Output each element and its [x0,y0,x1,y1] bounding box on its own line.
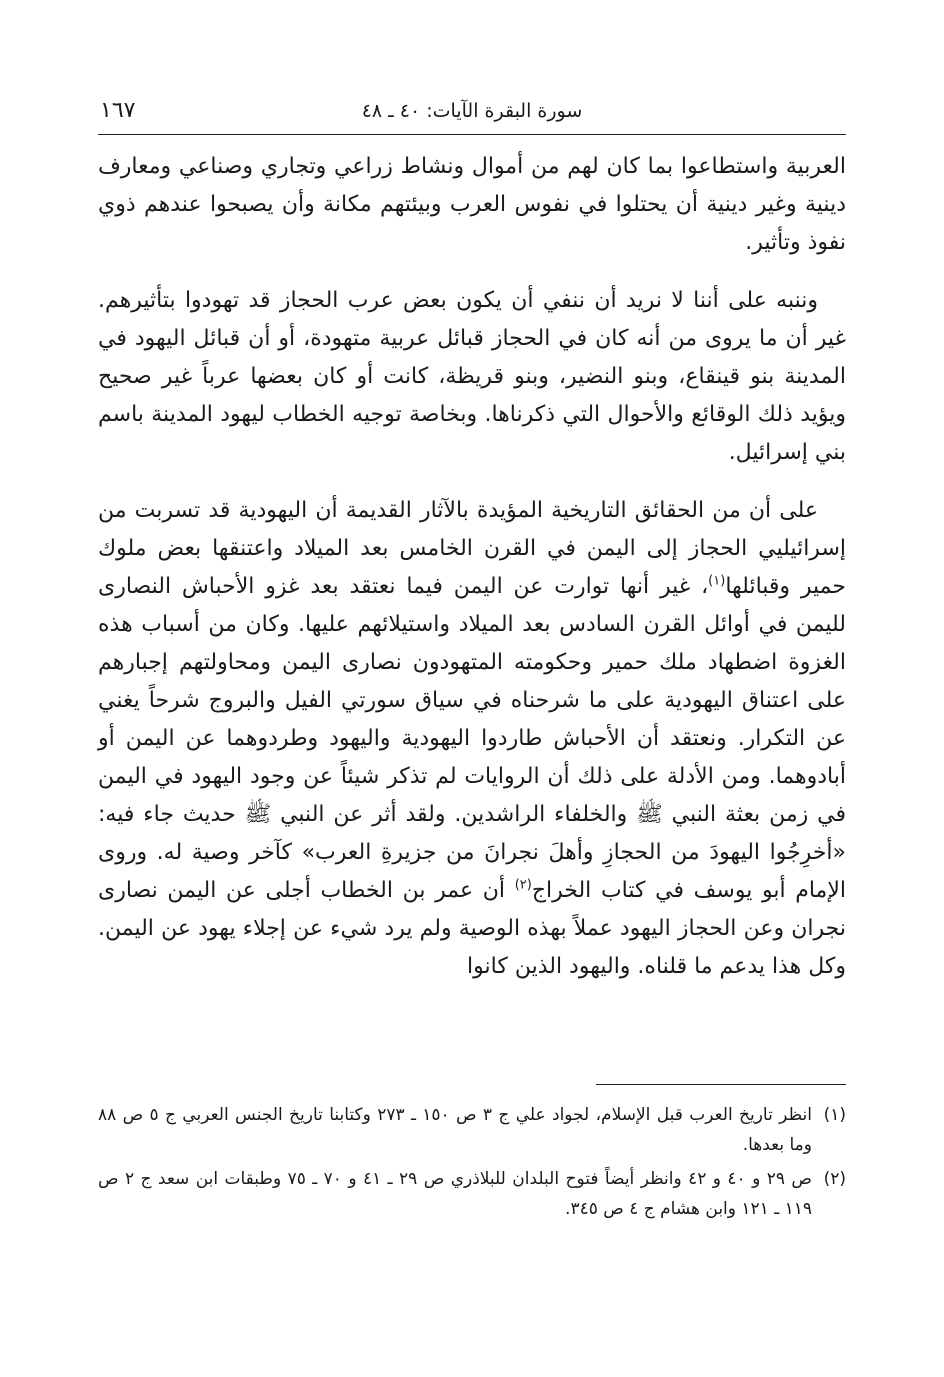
footnote-1 [98,1100,846,1160]
footnote-ref-1[interactable]: (١) [708,573,726,589]
main-text [98,148,846,1006]
paragraph-1 [98,148,846,262]
footnote-1-number: (١) [823,1105,846,1125]
footnote-1-text: انظر تاريخ العرب قبل الإسلام، لجواد علي ج ٣ ص ١٥٠ ـ ٢٧٣ وكتابنا تاريخ الجنس العربي ج ٥ ص ٨٨ وما بعدها. [98,1105,812,1155]
footnote-ref-2[interactable]: (٢) [514,877,532,893]
footnote-2-number: (٢) [823,1169,846,1189]
paragraph-3-text-middle: ، غير أنها توارت عن اليمن فيما نعتقد بعد غزو الأحباش النصارى لليمن في أوائل القرن السادس بعد الميلاد واستيلائهم عليها. وكان من أسباب هذه الغزوة اضطهاد ملك حمير وحكومته المتهودون نصارى اليمن ومحاولتهم إجبارهم على اعتناق اليهودية على ما شرحناه في سياق سورتي الفيل والبروج شرحاً يغني عن التكرار. ونعتقد أن الأحباش طاردوا اليهودية واليهود وطردوهما عن اليمن أو أبادوهما. ومن الأدلة على ذلك أن الروايات لم تذكر شيئاً عن وجود اليهود في اليمن في زمن بعثة النبي ﷺ والخلفاء الراشدين. ولقد أثر عن النبي ﷺ حديث جاء فيه: «أخرِجُوا اليهودَ من الحجازِ وأهلَ نجرانَ من جزيرةِ العرب» كآخر وصية له. وروى الإمام أبو يوسف في كتاب الخراج [98,574,846,903]
footnote-2 [98,1164,846,1224]
paragraph-3-text-end: أن عمر بن الخطاب أجلى عن اليمن نصارى نجران وعن الحجاز اليهود عملاً بهذه الوصية ولم يرد شيء عن إجلاء يهود عن اليمن. وكل هذا يدعم ما قلناه. واليهود الذين كانوا [98,878,846,979]
page-number: ١٦٧ [100,98,136,123]
running-header [98,96,846,135]
footnotes [98,1100,846,1228]
paragraph-2 [98,282,846,472]
footnote-separator [596,1084,846,1085]
paragraph-3-text-start: على أن من الحقائق التاريخية المؤيدة بالآثار القديمة أن اليهودية قد تسربت من إسرائيليي الحجاز إلى اليمن في القرن الخامس بعد الميلاد واعتنقها بعض ملوك حمير وقبائلها [98,498,846,599]
paragraph-3 [98,492,846,986]
paragraph-1-text: العربية واستطاعوا بما كان لهم من أموال ونشاط زراعي وتجاري وصناعي ومعارف دينية وغير دينية أن يحتلوا في نفوس العرب وبيئتهم مكانة وأن يصبحوا عندهم ذوي نفوذ وتأثير. [98,154,846,255]
running-title: سورة البقرة الآيات: ٤٠ ـ ٤٨ [361,100,583,122]
footnote-2-text: ص ٢٩ و ٤٠ و ٤٢ وانظر أيضاً فتوح البلدان للبلاذري ص ٢٩ ـ ٤١ و ٧٠ ـ ٧٥ وطبقات ابن سعد ج ٢ ص ١١٩ ـ ١٢١ وابن هشام ج ٤ ص ٣٤٥. [98,1169,812,1219]
paragraph-2-text: وننبه على أننا لا نريد أن ننفي أن يكون بعض عرب الحجاز قد تهودوا بتأثيرهم. غير أن ما يروى من أنه كان في الحجاز قبائل عربية متهودة، أو أن قبائل اليهود في المدينة بنو قينقاع، وبنو النضير، وبنو قريظة، كانت أو كان بعضها عرباً غير صحيح ويؤيد ذلك الوقائع والأحوال التي ذكرناها. وبخاصة توجيه الخطاب ليهود المدينة باسم بني إسرائيل. [98,288,846,465]
